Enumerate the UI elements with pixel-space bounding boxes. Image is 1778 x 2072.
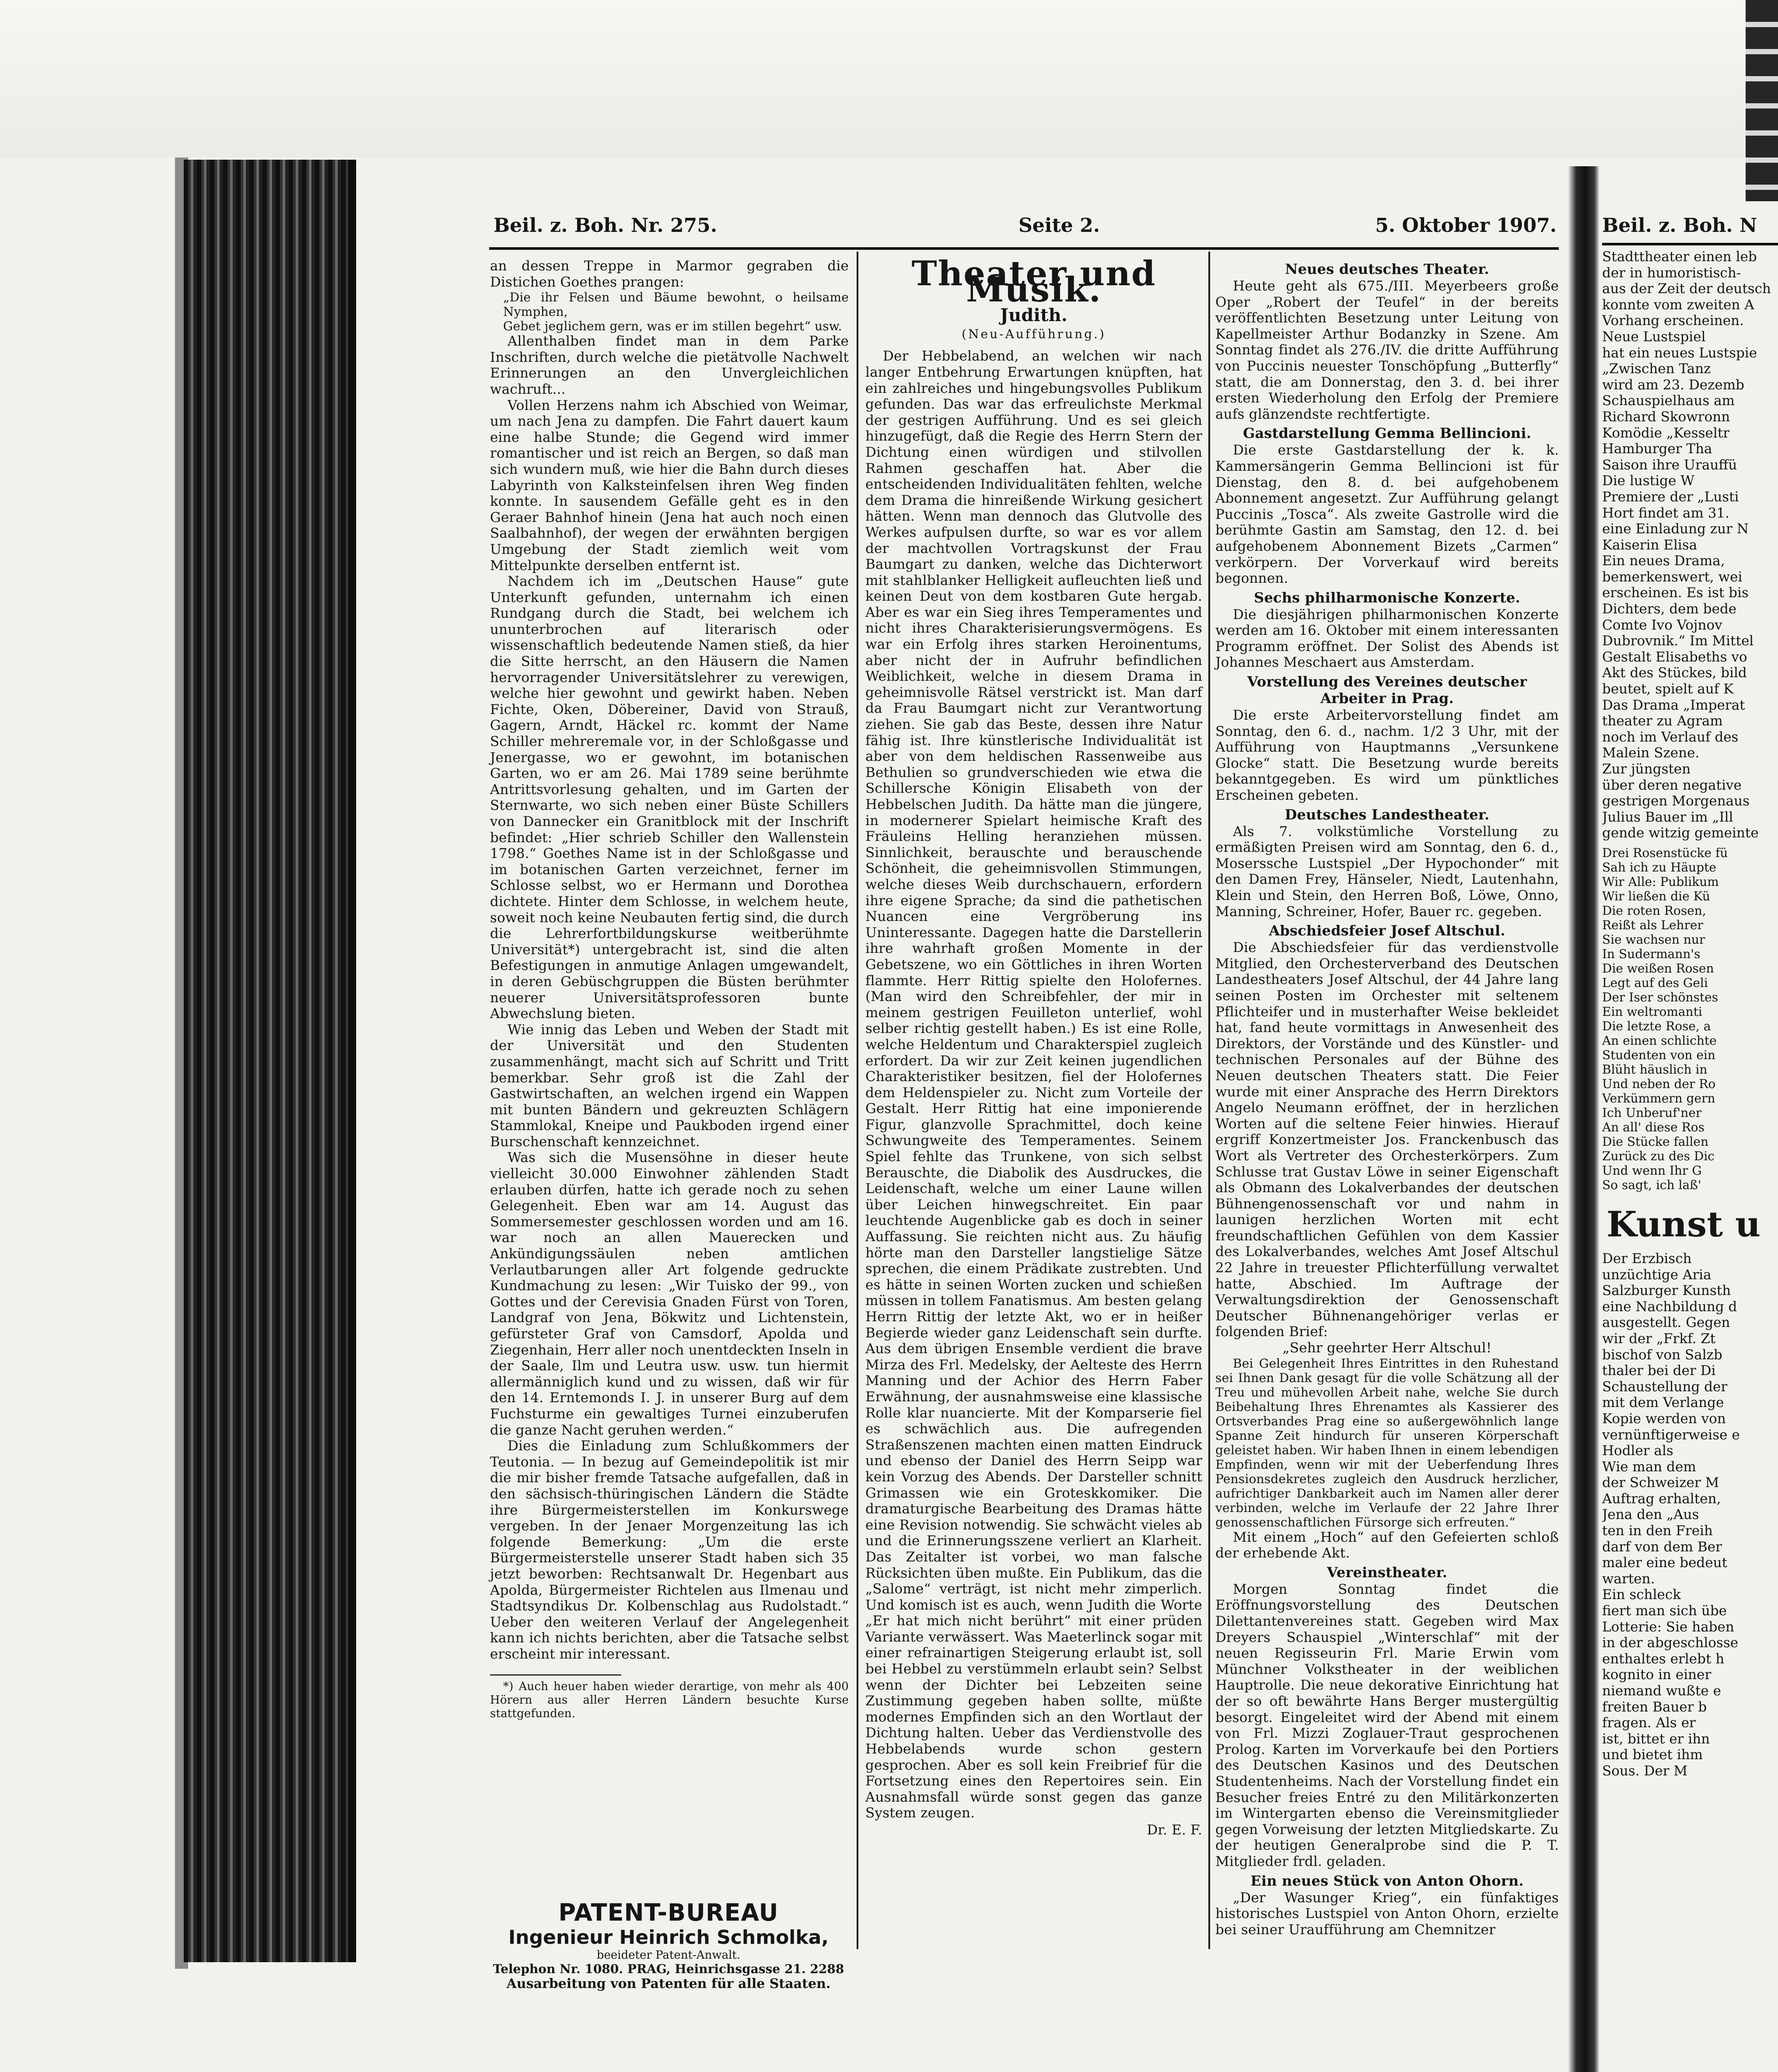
letter-salutation: „Sehr geehrter Herr Altschul!: [1282, 1340, 1492, 1356]
adjacent-text-line: Und neben der Ro: [1602, 1076, 1716, 1091]
adjacent-text-line: Ich Unberuf'ner: [1602, 1105, 1702, 1120]
news-heading: Gastdarstellung Gemma Bellincioni.: [1242, 425, 1532, 442]
adjacent-text-line: Zur jüngsten: [1602, 761, 1691, 777]
adjacent-text-line: Die lustige W: [1602, 473, 1695, 489]
adjacent-text-line: Ein schleck: [1602, 1587, 1681, 1603]
footnote: *) Auch heuer haben wieder derartige, von mehr als 400 Hörern aus aller Herren Ländern besuchte Kurse stattgefunden.: [490, 1680, 849, 1721]
adjacent-text-line: Schaustellung der: [1602, 1379, 1728, 1395]
adjacent-text-line: bemerkenswert, wei: [1602, 569, 1743, 585]
paragraph: Vollen Herzens nahm ich Abschied von Weimar, um nach Jena zu dampfen. Die Fahrt dauert kaum eine halbe Stunde; die Gegend wird immer romantischer und ist reich an Bergen, so daß man sich wundern muß, wie hier die Bahn durch dieses Labyrinth von Kalksteinfelsen ihren Weg finden konnte. In sausendem Gefälle geht es in den Geraer Bahnhof hinein (Jena hat auch noch einen Saalbahnhof), der wegen der erwähnten bergigen Umgebung der Stadt ziemlich weit vom Mittelpunkte derselben entfernt ist.: [490, 397, 849, 574]
adjacent-text-line: Neue Lustspiel: [1602, 329, 1706, 345]
adjacent-text-line: bischof von Salzb: [1602, 1347, 1722, 1363]
adjacent-text-line: Sie wachsen nur: [1602, 932, 1705, 947]
adjacent-text-line: Gestalt Elisabeths vo: [1602, 649, 1747, 665]
adjacent-text-line: Die roten Rosen,: [1602, 903, 1706, 918]
adjacent-text-line: gende witzig gemeinte: [1602, 825, 1759, 841]
adjacent-text-line: fragen. Als er: [1602, 1715, 1696, 1731]
letter-body: Bei Gelegenheit Ihres Eintrittes in den Ruhestand sei Ihnen Dank gesagt für die volle Schätzung all der Treu und mühevollen Arbeit nahe, welche Sie durch Beibehaltung Ihres Ehrenamtes als Kassierer des Ortsverbandes Prag eine so außergewöhnlich lange Spanne Zeit hindurch für unseren Körperschaft geleistet haben. Wir haben Ihnen in einem lebendigen Empfinden, wenn wir mit der Ueberfendung Ihres Pensionsdekretes zugleich den Ausdruck herzlicher, aufrichtiger Dankbarkeit auch im Namen aller derer verbinden, welche im Verlaufe der 22 Jahre Ihrer genossenschaftlichen Fürsorge sich erfreuten.“: [1215, 1356, 1559, 1530]
adjacent-text-line: Der Iser schönstes: [1602, 990, 1718, 1004]
patent-bureau-advertisement: [489, 1899, 848, 1992]
adjacent-text-line: eine Einladung zur N: [1602, 521, 1749, 537]
paragraph: Heute geht als 675./III. Meyerbeers große Oper „Robert der Teufel“ in der bereits veröffentlichten Besetzung unter Leitung von Kapellmeister Arthur Bodanzky in Szene. Am Sonntag findet als 276./IV. die dritte Aufführung von Puccinis neuester Tonschöpfung „Butterfly“ statt, die am Donnerstag, den 3. d. bei ihrer ersten Wiederholung den Erfolg der Premiere aufs glänzendste rechtfertigte.: [1215, 278, 1559, 422]
adjacent-text-line: Der Erzbisch: [1602, 1250, 1692, 1267]
adjacent-text-line: Hamburger Tha: [1602, 441, 1712, 457]
adjacent-text-line: Salzburger Kunsth: [1602, 1283, 1731, 1299]
book-gutter: [1568, 166, 1599, 2072]
adjacent-text-line: gestrigen Morgenaus: [1602, 793, 1750, 809]
adjacent-text-line: An all' diese Ros: [1602, 1120, 1704, 1134]
footnote-rule: [490, 1674, 621, 1680]
paragraph: Die erste Arbeitervorstellung findet am Sonntag, den 6. d., nachm. 1/2 3 Uhr, mit der Aufführung von Hauptmanns „Versunkene Glocke“ statt. Die Besetzung wurde bereits bekanntgegeben. Es wird um pünktliches Erscheinen gebeten.: [1215, 707, 1559, 804]
adjacent-header-rule: [1602, 243, 1778, 245]
adjacent-text-line: warten.: [1602, 1571, 1655, 1587]
adjacent-text-line: Kopie werden von: [1602, 1410, 1726, 1427]
paragraph: Nachdem ich im „Deutschen Hause“ gute Unterkunft gefunden, unternahm ich einen Rundgang durch die Stadt, bei welchem ich ununterbrochen auf literarisch oder wissenschaftlich bedeutende Namen stieß, da hier die Sitte herrscht, an den Häusern die Namen hervorragender Universitätslehrer zu verewigen, welche hier gewohnt und gewirkt haben. Neben Fichte, Oken, Döbereiner, David von Strauß, Gagern, Arndt, Häckel rc. kommt der Name Schiller mehreremale vor, in der Schloßgasse und Jenergasse, wo er gewohnt, im botanischen Garten, wo er am 26. Mai 1789 seine berühmte Antrittsvorlesung gehalten, und im Garten der Sternwarte, wo sich neben einer Büste Schillers von Dannecker ein Granitblock mit der Inschrift befindet: „Hier schrieb Schiller den Wallenstein 1798.“ Goethes Name ist in der Schloßgasse und im botanischen Garten verzeichnet, ferner im Schlosse selbst, wo er Hermann und Dorothea dichtete. Hinter dem Schlosse, in welchem heute, soweit noch keine Neubauten fertig sind, die durch die Lehrerfortbildungskurse weitberühmte Universität*) untergebracht ist, sind die alten Befestigungen in anmutige Anlagen umgewandelt, in deren Gebüschgruppen die Büsten berühmter neuerer Universitätsprofessoren bunte Abwechslung bieten.: [490, 574, 849, 1022]
paragraph: Morgen Sonntag findet die Eröffnungsvorstellung des Deutschen Dilettantenvereines statt. Gegeben wird Max Dreyers Schauspiel „Winterschlaf“ mit der neuen Regisseurin Frl. Marie Erwin vom Münchner Volkstheater in der weiblichen Hauptrolle. Die neue dekorative Einrichtung hat der so oft bewährte Hans Berger mustergültig besorgt. Eingeleitet wird der Abend mit einem von Frl. Mizzi Zoglauer-Traut gesprochenen Prolog. Karten im Vorverkaufe bei den Portiers des Deutschen Kasinos und des Deutschen Studentenheims. Nach der Vorstellung findet ein Besucher freies Entré zu den Militärkonzerten im Wintergarten ebenso die Vereinsmitglieder gegen Vorweisung der letzten Mitgliedskarte. Zu der heutigen Generalprobe sind die P. T. Mitglieder frdl. geladen.: [1215, 1581, 1559, 1869]
adjacent-text-line: Die Stücke fallen: [1602, 1134, 1709, 1149]
ad-subtitle: beeideter Patent-Anwalt.: [596, 1949, 741, 1962]
adjacent-text-line: thaler bei der Di: [1602, 1363, 1716, 1379]
adjacent-text-line: Sah ich zu Häupte: [1602, 860, 1716, 875]
adjacent-column-top: [1602, 249, 1778, 841]
adjacent-text-line: In Sudermann's: [1602, 946, 1701, 961]
adjacent-text-line: Und wenn Ihr G: [1602, 1163, 1702, 1178]
adjacent-text-line: Auftrag erhalten,: [1602, 1491, 1721, 1507]
adjacent-text-line: Verkümmern gern: [1602, 1091, 1715, 1106]
adjacent-text-line: freiten Bauer b: [1602, 1699, 1707, 1715]
header-page-number: Seite 2.: [1018, 214, 1100, 237]
news-heading: Vorstellung des Vereines deutscher Arbeiter in Prag.: [1247, 673, 1527, 707]
adjacent-text-line: Premiere der „Lusti: [1602, 489, 1739, 505]
adjacent-text-line: Lotterie: Sie haben: [1602, 1619, 1734, 1635]
adjacent-text-line: Sous. Der M: [1602, 1763, 1688, 1779]
adjacent-text-line: niemand wußte e: [1602, 1683, 1721, 1699]
article-title: Judith.: [1000, 305, 1068, 326]
column-theater-review: [865, 254, 1202, 1838]
adjacent-text-line: Blüht häuslich in: [1602, 1062, 1708, 1077]
quote-line: „Die ihr Felsen und Bäume bewohnt, o heilsame Nymphen,: [503, 290, 849, 319]
quote-line: Gebet jeglichem gern, was er im stillen begehrt“ usw.: [503, 319, 842, 334]
adjacent-text-line: ten in den Freih: [1602, 1523, 1713, 1539]
adjacent-text-line: und bietet ihm: [1602, 1747, 1703, 1763]
adjacent-text-line: Vorhang erscheinen.: [1602, 313, 1744, 329]
column-rule-1: [857, 252, 858, 1949]
adjacent-text-line: fiert man sich übe: [1602, 1603, 1727, 1619]
header-rule: [489, 247, 1559, 250]
adjacent-text-line: Legt auf des Geli: [1602, 975, 1708, 990]
ad-name: Ingenieur Heinrich Schmolka,: [508, 1926, 829, 1949]
column-theater-news: [1215, 258, 1559, 1938]
ad-title: PATENT-BUREAU: [558, 1899, 779, 1926]
adjacent-text-line: Drei Rosenstücke fü: [1602, 845, 1728, 860]
adjacent-text-line: Akt des Stückes, bild: [1602, 665, 1747, 681]
author-signature: Dr. E. F.: [1147, 1822, 1202, 1838]
adjacent-text-line: Jena den „Aus: [1602, 1507, 1699, 1523]
ad-address-text: Telephon Nr. 1080. PRAG, Heinrichsgasse 21.: [493, 1962, 806, 1976]
adjacent-text-line: Zurück zu des Dic: [1602, 1148, 1715, 1163]
adjacent-text-line: Comte Ivo Vojnov: [1602, 617, 1722, 633]
paragraph: Wie innig das Leben und Weben der Stadt mit der Universität und den Studenten zusammenhängt, macht sich auf Schritt und Tritt bemerkbar. Sehr groß ist die Zahl der Gastwirtschaften, an welchen irgend ein Wappen mit bunten Bändern und gekreuzten Schlägern Stammlokal, Kneipe und Paukboden irgend einer Burschenschaft kennzeichnet.: [490, 1022, 849, 1150]
paragraph: Der Hebbelabend, an welchen wir nach langer Entbehrung Erwartungen knüpften, hat ein zahlreiches und hingebungsvolles Publikum gefunden. Das war das erfreulichste Merkmal der gestrigen Aufführung. Und es sei gleich hinzugefügt, daß die Regie des Herrn Stern der Dichtung einen würdigen und stilvollen Rahmen geschaffen hat. Aber die entscheidenden Individualitäten fehlten, welche dem Drama die hinreißende Wirkung gesichert hätten. Wenn man dennoch das Glutvolle des Werkes aufpulsen durfte, so war es vor allem der machtvollen Vortragskunst der Frau Baumgart zu danken, welche das Dichterwort mit stahlblanker Helligkeit aufleuchten ließ und keinen Deut von dem kostbaren Gute hergab. Aber es war ein Sieg ihres Temperamentes und nicht ihres Charakterisierungsvermögens. Es war ein Erfolg ihres starken Heroinentums, aber nicht der in Aufruhr befindlichen Weiblichkeit, welche in diesem Drama in geheimnisvolle Rätsel verstrickt ist. Man darf da Frau Baumgart nicht zur Verantwortung ziehen. Sie gab das Beste, dessen ihre Natur fähig ist. Ihre künstlerische Individualität ist aber von dem heldischen Rassenweibe aus Bethulien so grundverschieden wie etwa die Schillersche Königin Elisabeth von der Hebbelschen Judith. Da hätte man die jüngere, in modernerer Spielart heimische Kraft des Fräuleins Helling heranziehen müssen. Sinnlichkeit, berauschte und berauschende Schönheit, die geheimnisvollen Stimmungen, welche dieses Weib durchschauern, erfordern ihre eigene Sprache; da sind die pathetischen Nuancen eine Vergröberung ins Uninteressante. Dagegen hatte die Darstellerin ihre wahrhaft großen Momente in der Gebetszene, wo ein Göttliches in ihren Worten flammte. Herr Rittig spielte den Holofernes. (Man wird den Schreibfehler, der mir in meinem gestrigen Feuilleton unterlief, wohl selber richtig gestellt haben.) Es ist eine Rolle, welche Heldentum und Charakterspiel zugleich erfordert. Da wir zur Zeit keinen jugendlichen Charakteristiker besitzen, fiel der Holofernes dem Heldenspieler zu. Nicht zum Vorteile der Gestalt. Herr Rittig hat eine imponierende Figur, glanzvolle Sprachmittel, doch keine Schwungweite des Temperamentes. Seinem Spiel fehlte das Trunkene, von sich selbst Berauschte, die Diabolik des Ausdruckes, die Leidenschaft, welche um einer Laune willen über Leichen hinwegschreitet. Ein paar leuchtende Augenblicke gab es doch in seiner Auffassung. Sie reichten nicht aus. Zu häufig hörte man den Darsteller langstielige Sätze sprechen, die einem Prädikate zustrebten. Und es hätte in seinen Worten zucken und schießen müssen in tollem Fanatismus. Am besten gelang Herrn Rittig der letzte Akt, wo er in heißer Begierde wieder ganz Leidenschaft sein durfte. Aus dem übrigen Ensemble verdient die brave Mirza des Frl. Medelsky, der Aelteste des Herrn Manning und der Achior des Herrn Faber Erwähnung, der ausnahmsweise eine klassische Rolle klar nuancierte. Mit der Komparserie fiel es schwächlich aus. Die aufregenden Straßenszenen machten einen matten Eindruck und ebenso der Daniel des Herrn Seipp war kein Vorzug des Abends. Der Darsteller schnitt Grimassen wie ein Groteskkomiker. Die dramaturgische Bearbeitung des Dramas hätte eine Revision notwendig. Sie schwächt vieles ab und die Erinnerungsszene verliert an Klarheit. Das Zeitalter ist vorbei, wo man falsche Rücksichten üben mußte. Ein Publikum, das die „Salome“ verträgt, ist nicht mehr zimperlich. Und komisch ist es auch, wenn Judith die Worte „Er hat mich nicht berührt“ mit einer prüden Variante verwässert. Was Maeterlinck sogar mit einer refrainartigen Steigerung erlaubt ist, soll bei Hebbel zu verstümmeln erlaubt sein? Selbst wenn der Dichter bei Lebzeiten seine Zustimmung gegeben haben sollte, müßte modernes Empfinden sich an den Wortlaut der Dichtung halten. Ueber das Verdienstvolle des Hebbelabends wurde schon gestern gesprochen. Aber es soll kein Freibrief für die Fortsetzung eines den Repertoires sein. Ein Ausnahmsfall würde sonst gegen das ganze System zeugen.: [865, 348, 1202, 1821]
adjacent-section-heading: Kunst u: [1606, 1203, 1761, 1245]
adjacent-text-line: konnte vom zweiten A: [1602, 297, 1754, 313]
adjacent-text-line: der in humoristisch-: [1602, 265, 1741, 281]
adjacent-text-line: vernünftigerweise e: [1602, 1427, 1740, 1443]
running-header: [494, 214, 1557, 241]
adjacent-text-line: ausgestellt. Gegen: [1602, 1315, 1730, 1331]
adjacent-text-line: Ein neues Drama,: [1602, 553, 1725, 569]
adjacent-text-line: noch im Verlauf des: [1602, 729, 1739, 745]
adjacent-text-line: Dubrovnik.“ Im Mittel: [1602, 633, 1754, 649]
adjacent-text-line: darf von dem Ber: [1602, 1539, 1722, 1555]
adjacent-text-line: ist, bittet er ihn: [1602, 1731, 1710, 1747]
paragraph: Die Abschiedsfeier für das verdienstvolle Mitglied, den Orchesterverband des Deutschen Landestheaters Josef Altschul, der 44 Jahre lang seinen Posten im Orchester mit seltenem Pflichteifer und in musterhafter Weise bekleidet hat, fand heute vormittags in Anwesenheit des Direktors, der Vorstände und des Künstler- und technischen Personales auf der Bühne des Neuen deutschen Theaters statt. Die Feier wurde mit einer Ansprache des Herrn Direktors Angelo Neumann eröffnet, der in herzlichen Worten auf die seltene Feier hinwies. Hierauf ergriff Konzertmeister Jos. Franckenbusch das Wort als Vertreter des Orchesterkörpers. Zum Schlusse trat Gustav Löwe in seiner Eigenschaft als Obmann des Lokalverbandes der deutschen Bühnengenossenschaft vor und nahm in launigen herzlichen Worten mit echt freundschaftlichen Gefühlen von dem Kassier des Lokalverbandes, welches Amt Josef Altschul 22 Jahre in treuester Pflichterfüllung verwaltet hatte, Abschied. Im Auftrage der Verwaltungsdirektion der Genossenschaft Deutscher Bühnenangehöriger verlas er folgenden Brief:: [1215, 940, 1559, 1340]
book-page-edges: [184, 160, 354, 1962]
header-issue: Beil. z. Boh. Nr. 275.: [494, 214, 718, 237]
adjacent-text-line: Reißt als Lehrer: [1602, 917, 1703, 932]
adjacent-text-line: über deren negative: [1602, 777, 1742, 793]
news-heading: Sechs philharmonische Konzerte.: [1254, 589, 1520, 606]
adjacent-text-line: Studenten von ein: [1602, 1047, 1715, 1062]
adjacent-text-line: Hodler als: [1602, 1443, 1673, 1459]
news-heading: Abschiedsfeier Josef Altschul.: [1269, 922, 1505, 939]
adjacent-column-bottom: [1602, 1251, 1778, 1779]
news-heading: Vereinstheater.: [1326, 1564, 1448, 1581]
news-heading: Neues deutsches Theater.: [1285, 261, 1489, 277]
adjacent-text-line: Ein weltromanti: [1602, 1004, 1702, 1019]
adjacent-text-line: Die letzte Rose, a: [1602, 1018, 1711, 1033]
adjacent-text-line: Stadttheater einen leb: [1602, 249, 1757, 265]
adjacent-text-line: An einen schlichte: [1602, 1033, 1717, 1048]
header-date: 5. Oktober 1907.: [1375, 214, 1557, 237]
adjacent-text-line: erscheinen. Es ist bis: [1602, 585, 1749, 601]
ad-address: [489, 1962, 848, 1976]
ad-services: Ausarbeitung von Patenten für alle Staaten.: [506, 1976, 831, 1992]
paragraph: „Der Wasunger Krieg“, ein fünfaktiges historisches Lustspiel von Anton Ohorn, erzielte bei seiner Uraufführung am Chemnitzer: [1215, 1890, 1559, 1938]
adjacent-text-line: unzüchtige Aria: [1602, 1267, 1712, 1283]
adjacent-page-header: Beil. z. Boh. N: [1602, 214, 1757, 237]
paragraph: an dessen Treppe in Marmor gegraben die Distichen Goethes prangen:: [490, 258, 849, 290]
adjacent-text-line: Schauspielhaus am: [1602, 393, 1735, 409]
adjacent-text-line: So sagt, ich laß': [1602, 1177, 1701, 1192]
adjacent-text-line: aus der Zeit der deutsch: [1602, 281, 1771, 297]
paragraph: Als 7. volkstümliche Vorstellung zu ermäßigten Preisen wird am Sonntag, den 6. d., Moserssche Lustspiel „Der Hypochonder“ mit den Damen Frey, Hänseler, Niedt, Lautenhahn, Klein und Stein, den Herren Boß, Löwe, Onno, Manning, Schreiner, Hofer, Bauer rc. gegeben.: [1215, 823, 1559, 920]
adjacent-text-line: Julius Bauer im „Ill: [1602, 809, 1733, 825]
news-heading: Ein neues Stück von Anton Ohorn.: [1250, 1872, 1524, 1889]
paragraph: Was sich die Musensöhne in dieser heute vielleicht 30.000 Einwohner zählenden Stadt erlauben dürfen, hatte ich gerade noch zu sehen Gelegenheit. Eben war am 14. August das Sommersemester geschlossen worden und am 16. war noch an allen Mauerecken und Ankündigungssäulen neben amtlichen Verlautbarungen aller Art folgende gedruckte Kundmachung zu lesen: „Wir Tuisko der 99., von Gottes und der Cerevisia Gnaden Fürst von Toren, Landgraf von Jena, Bökwitz und Lichtenstein, gefürsteter Graf von Camsdorf, Apolda und Ziegenhain, Herr aller noch unentdeckten Inseln in der Saale, Ilm und Leutra usw. usw. tun hiermit allermänniglich kund und zu wissen, daß wir für den 14. Erntemonds I. J. in unserer Burg auf dem Fuchsturme ein gewaltiges Turnei einzuberufen die ganze Nacht geruhen werden.“: [490, 1150, 849, 1438]
news-heading: Deutsches Landestheater.: [1284, 806, 1490, 823]
adjacent-text-line: eine Nachbildung d: [1602, 1298, 1737, 1315]
newspaper-page: [358, 166, 1568, 1992]
adjacent-poem: [1602, 846, 1778, 1192]
adjacent-text-line: der Schweizer M: [1602, 1475, 1719, 1491]
paragraph: Dies die Einladung zum Schlußkommers der Teutonia. — In bezug auf Gemeindepolitik ist mir die mir bisher fremde Tatsache aufgefallen, daß in den sächsisch-thüringischen Ländern die Städte ihre Bürgermeisterstellen im Konkurswege vergeben. In der Jenaer Morgenzeitung las ich folgende Bemerkung: „Um die erste Bürgermeisterstelle unserer Stadt haben sich 35 jetzt beworben: Rechtsanwalt Dr. Hegenbart aus Apolda, Bürgermeister Richtelen aus Ilmenau und Stadtsyndikus Dr. Kolbenschlag aus Rudolstadt.“ Ueber den weiteren Verlauf der Angelegenheit kann ich nichts berichten, aber die Tatsache selbst erscheint mir interessant.: [490, 1438, 849, 1662]
adjacent-text-line: beutet, spielt auf K: [1602, 681, 1734, 697]
book-edge-rule: [348, 160, 356, 1962]
adjacent-text-line: in der abgeschlosse: [1602, 1635, 1739, 1651]
adjacent-text-line: kognito in einer: [1602, 1667, 1712, 1683]
adjacent-text-line: wird am 23. Dezemb: [1602, 377, 1744, 393]
adjacent-text-line: mit dem Verlange: [1602, 1395, 1724, 1411]
paragraph: Mit einem „Hoch“ auf den Gefeierten schloß der erhebende Akt.: [1215, 1529, 1559, 1561]
adjacent-text-line: Die weißen Rosen: [1602, 961, 1714, 976]
adjacent-page-fragment: [1602, 210, 1778, 2072]
column-travel-report: [490, 258, 849, 1721]
adjacent-text-line: theater zu Agram: [1602, 713, 1723, 729]
adjacent-text-line: Hort findet am 31.: [1602, 505, 1730, 521]
adjacent-text-line: Wir Alle: Publikum: [1602, 874, 1719, 889]
adjacent-text-line: Das Drama „Imperat: [1602, 697, 1745, 713]
article-subtitle: (Neu-Aufführung.): [962, 326, 1106, 341]
adjacent-text-line: Komödie „Kesseltr: [1602, 425, 1730, 441]
paragraph: Die erste Gastdarstellung der k. k. Kammersängerin Gemma Bellincioni ist für Dienstag, den 8. d. bei aufgehobenem Abonnement angesetzt. Zur Aufführung gelangt Puccinis „Tosca“. Als zweite Gastrolle wird die berühmte Gastin am Samstag, den 12. d. bei aufgehobenem Abonnement Bizets „Carmen“ verkörpern. Der Vorverkauf wird bereits begonnen.: [1215, 442, 1559, 587]
ad-code: 2288: [810, 1962, 844, 1976]
adjacent-text-line: enthaltes erlebt h: [1602, 1651, 1725, 1667]
adjacent-text-line: Richard Skowronn: [1602, 409, 1730, 425]
adjacent-text-line: Malein Szene.: [1602, 745, 1700, 761]
adjacent-text-line: Saison ihre Urauffü: [1602, 457, 1737, 473]
adjacent-text-line: wir der „Frkf. Zt: [1602, 1330, 1716, 1347]
column-rule-2: [1208, 252, 1210, 1949]
scan-background-top: [0, 0, 1778, 158]
adjacent-text-line: Dichters, dem bede: [1602, 601, 1737, 617]
adjacent-text-line: „Zwischen Tanz: [1602, 361, 1711, 377]
adjacent-text-line: Wir ließen die Kü: [1602, 889, 1710, 903]
paragraph: Allenthalben findet man in dem Parke Inschriften, durch welche die pietätvolle Nachwelt Erinnerungen an den Unvergleichlichen wachruft...: [490, 333, 849, 397]
paragraph: Die diesjährigen philharmonischen Konzerte werden am 16. Oktober mit einem interessanten Programm eröffnet. Der Solist des Abends ist Johannes Meschaert aus Amsterdam.: [1215, 606, 1559, 671]
scan-edge-top-right: [1746, 0, 1778, 201]
adjacent-text-line: Wie man dem: [1602, 1459, 1696, 1475]
adjacent-text-line: Kaiserin Elisa: [1602, 537, 1698, 553]
adjacent-text-line: hat ein neues Lustspie: [1602, 345, 1757, 361]
adjacent-text-line: maler eine bedeut: [1602, 1555, 1728, 1571]
section-heading: Theater und Musik.: [911, 254, 1156, 310]
